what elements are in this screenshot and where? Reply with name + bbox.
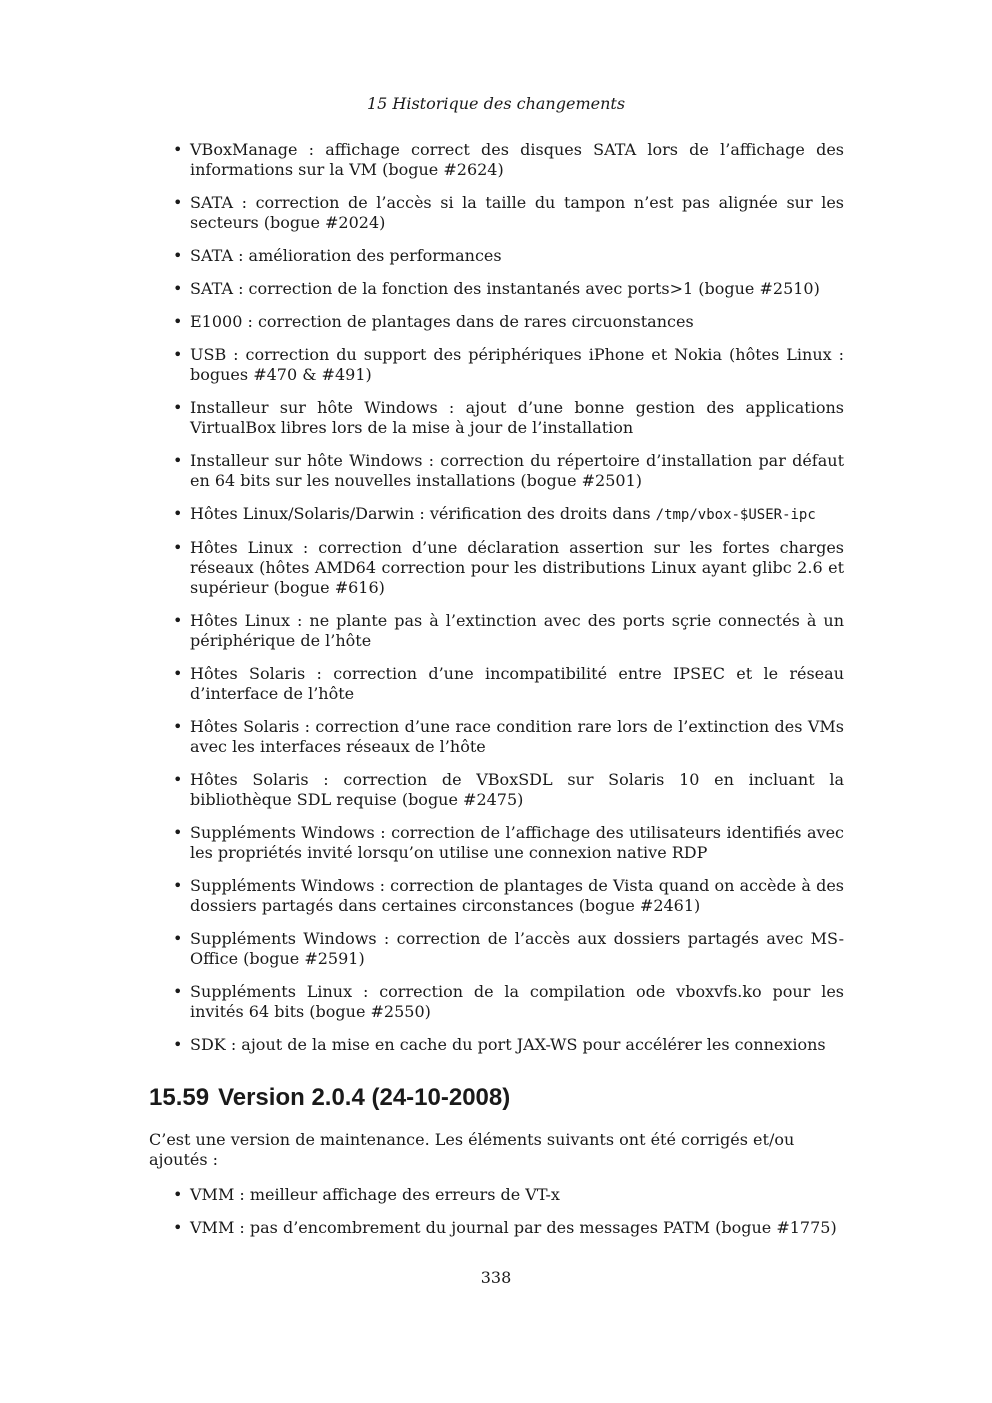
list-item: • Hôtes Linux : ne plante pas à l’extinction avec des ports sçrie connectés à un périphérique de l’hôte xyxy=(149,611,844,651)
list-item: • E1000 : correction de plantages dans de rares circuonstances xyxy=(149,312,844,332)
list-item: • Suppléments Windows : correction de l’accès aux dossiers partagés avec MS-Office (bogue #2591) xyxy=(149,929,844,969)
list-item: • SATA : correction de la fonction des instantanés avec ports>1 (bogue #2510) xyxy=(149,279,844,299)
list-item: • USB : correction du support des périphériques iPhone et Nokia (hôtes Linux : bogues #470 & #491) xyxy=(149,345,844,385)
page-number: 338 xyxy=(480,1268,512,1287)
code-path: /tmp/vbox-$USER-ipc xyxy=(655,507,816,523)
list-item-text: Hôtes Linux/Solaris/Darwin : vérification des droits dans xyxy=(190,504,656,523)
list-item: • Suppléments Windows : correction de plantages de Vista quand on accède à des dossiers partagés dans certaines circonstances (bogue #2461) xyxy=(149,876,844,916)
list-item: • Hôtes Solaris : correction d’une race condition rare lors de l’extinction des VMs avec les interfaces réseaux de l’hôte xyxy=(149,717,844,757)
changelog-list xyxy=(149,140,844,1055)
list-item xyxy=(149,504,844,525)
list-item: • SATA : amélioration des performances xyxy=(149,246,844,266)
list-item: • Suppléments Windows : correction de l’affichage des utilisateurs identifiés avec les propriétés invité lorsqu’on utilise une connexion native RDP xyxy=(149,823,844,863)
list-item: • Installeur sur hôte Windows : correction du répertoire d’installation par défaut en 64 bits sur les nouvelles installations (bogue #2501) xyxy=(149,451,844,491)
list-item: • SATA : correction de l’accès si la taille du tampon n’est pas alignée sur les secteurs (bogue #2024) xyxy=(149,193,844,233)
section-title: Version 2.0.4 (24-10-2008) xyxy=(218,1084,511,1111)
list-item: • VMM : meilleur affichage des erreurs de VT-x xyxy=(149,1185,844,1205)
running-header: 15 Historique des changements xyxy=(366,94,626,113)
list-item: • VBoxManage : affichage correct des disques SATA lors de l’affichage des informations sur la VM (bogue #2624) xyxy=(149,140,844,180)
section-intro: C’est une version de maintenance. Les éléments suivants ont été corrigés et/ou ajoutés : xyxy=(149,1130,795,1169)
list-item: • Hôtes Solaris : correction de VBoxSDL sur Solaris 10 en incluant la bibliothèque SDL requise (bogue #2475) xyxy=(149,770,844,810)
page-content xyxy=(149,140,844,1251)
list-item: • Hôtes Linux : correction d’une déclaration assertion sur les fortes charges réseaux (hôtes AMD64 correction pour les distributions Linux ayant glibc 2.6 et supérieur (bogue #616) xyxy=(149,538,844,598)
section-number: 15.59 xyxy=(149,1084,210,1111)
list-item: • Installeur sur hôte Windows : ajout d’une bonne gestion des applications VirtualBox libres lors de la mise à jour de l’installation xyxy=(149,398,844,438)
section-heading xyxy=(149,1083,844,1113)
list-item: • VMM : pas d’encombrement du journal par des messages PATM (bogue #1775) xyxy=(149,1218,844,1238)
section-list xyxy=(149,1185,844,1238)
list-item: • Suppléments Linux : correction de la compilation ode vboxvfs.ko pour les invités 64 bits (bogue #2550) xyxy=(149,982,844,1022)
list-item: • Hôtes Solaris : correction d’une incompatibilité entre IPSEC et le réseau d’interface de l’hôte xyxy=(149,664,844,704)
list-item: • SDK : ajout de la mise en cache du port JAX-WS pour accélérer les connexions xyxy=(149,1035,844,1055)
